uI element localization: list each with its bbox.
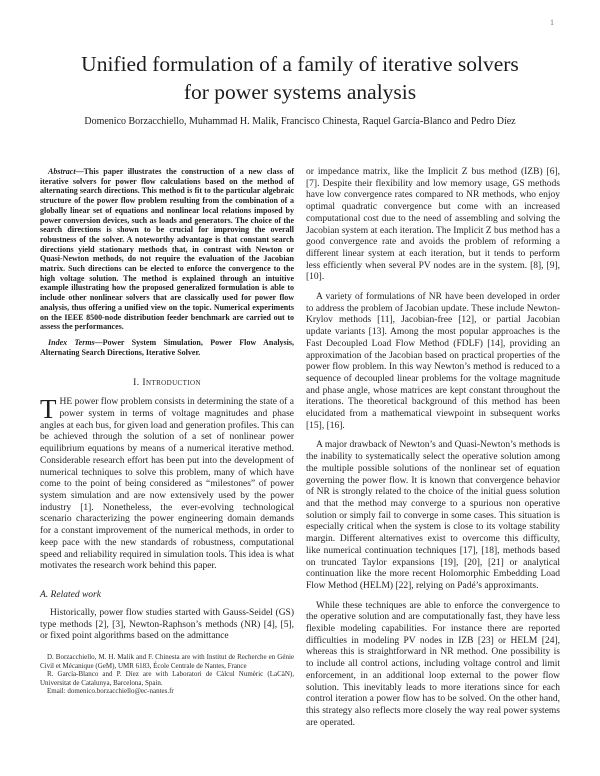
paragraph: While these techniques are able to enforce the convergence to the operative solution and are computationally fast, they have less flexible modeling capabilities. For instance there are reported difficulties in modeling PV nodes in IZB [23] or HELM [24], whereas this is straightforward in NR method. One possibility is to include all control actions, including voltage control and limit enforcement, in an additional loop external to the power flow solution. This inevitably leads to more iterations since for each control iteration a power flow has to be solved. On the other hand, this strategy also reflects more closely the way real power systems are operated. xyxy=(306,600,560,728)
index-terms xyxy=(40,338,294,357)
paper-header xyxy=(0,50,600,128)
abstract xyxy=(40,167,294,332)
section-heading-introduction: I. Introduction xyxy=(133,377,201,389)
index-terms-label: Index Terms xyxy=(48,337,95,347)
authors-line: Domenico Borzacchiello, Muhammad H. Malik, Francisco Chinesta, Raquel García-Blanco and Pedro Díez xyxy=(84,116,516,127)
right-column xyxy=(306,167,560,729)
intro-paragraph-text: HE power flow problem consists in determining the state of a power system in terms of voltage magnitudes and phase angles at each bus, for given load and generation profiles. This can be achieved through the solution of a set of nonlinear power equilibrium equations by means of a numerical iterative method. Considerable research effort has been put into the development of numerical techniques to solve this problem, many of which have come to the point of being considered as “milestones” of power system simulation and are now extensively used by the power industry [1]. Nonetheless, the ever-evolving technological scenario characterizing the power engineering domain demands for a constant improvement of the numerical methods, in order to keep pace with the new standards of robustness, computational speed and reliability required in simulation tools. This idea is what motivates the research work behind this paper. xyxy=(40,397,294,572)
paragraph: or impedance matrix, like the Implicit Z bus method (IZB) [6], [7]. Despite their flexibility and low memory usage, GS methods have low convergence rates compared to NR methods, who enjoy optimal quadratic convergence but come with an increased computational cost due to the need of assembling and solving the Jacobian system at each iteration. The Implicit Z bus method has a good convergence rate and avoids the problem of reforming a different linear system at each iteration, but it tends to perform less efficiently when several PV nodes are in the system. [8], [9], [10]. xyxy=(306,167,560,283)
abstract-label: Abstract xyxy=(48,167,76,176)
two-column-body xyxy=(40,167,560,729)
left-column xyxy=(40,167,294,729)
paragraph: A variety of formulations of NR have been developed in order to address the problem of Jacobian update. These include Newton-Krylov methods [11], Jacobian-free [12], or partial Jacobian update variants [13]. Among the most popular approaches is the Fast Decoupled Load Flow Method (FDLF) [14], providing an approximation of the Jacobian based on practical properties of the power flow problem. In this way Newton’s method is reduced to a sequence of decoupled linear problems for the voltage magnitude and phase angle, whose matrices are kept constant throughout the iterations. The theoretical background of this method has been elucidated from a mathematical viewpoint in subsequent works [15], [16]. xyxy=(306,292,560,431)
paper-title xyxy=(0,50,600,106)
intro-paragraph xyxy=(40,394,294,573)
subsection-heading-related-work: A. Related work xyxy=(40,589,101,600)
related-work-paragraph: Historically, power flow studies started with Gauss-Seidel (GS) type methods [2], [3], Newton-Raphson’s methods (NR) [4], [5], or fixed point algorithms based on the admittance xyxy=(40,607,294,642)
paragraph: A major drawback of Newton’s and Quasi-Newton’s methods is the inability to systematically select the operative solution among the multiple possible solutions of the nonlinear set of equation governing the power flow. It is known that convergence behavior of NR is strongly related to the choice of the initial guess solution and that the method may converge to a spurious non operative solution or simply fail to converge in some cases. This situation is especially critical when the system is close to its voltage stability margin. Different alternatives exist to overcome this difficulty, like numerical continuation techniques [17], [18], methods based on truncated Taylor expansions [19], [20], [21] or analytical continuation like the more recent Holomorphic Embedding Load Flow Method (HELM) [22], relying on Padé’s approximants. xyxy=(306,440,560,591)
footnote-affiliation-1: D. Borzacchiello, M. H. Malik and F. Chinesta are with Institut de Recherche en Génie Civil et Mécanique (GeM), UMR 6183, École Centrale de Nantes, France xyxy=(40,653,294,670)
abstract-text: —This paper illustrates the construction of a new class of iterative solvers for power flow calculations based on the method of alternating search directions. This method is fit to the particular algebraic structure of the power flow problem resulting from the combination of a globally linear set of equations and nonlinear local relations imposed by power conversion devices, such as loads and generators. The choice of the search directions is shown to be crucial for improving the overall robustness of the solver. A noteworthy advantage is that constant search directions yield stationary methods that, in contrast with Newton or Quasi-Newton methods, do not require the evaluation of the Jacobian matrix. Such directions can be elected to enforce the convergence to the high voltage solution. The method is explained through an intuitive example illustrating how the proposed generalized formulation is able to include other nonlinear solvers that are classically used for power flow analysis, thus offering a unified view on the topic. Numerical experiments on the IEEE 8500-node distribution feeder benchmark are carried out to assess the performances. xyxy=(40,167,294,332)
index-terms-text: —Power System Simulation, Power Flow Analysis, Alternating Search Directions, Iterative Solver. xyxy=(40,337,295,357)
author-footnote xyxy=(40,653,294,696)
dropcap-letter: T xyxy=(40,394,57,425)
title-line-1: Unified formulation of a family of iterative solvers xyxy=(81,52,519,76)
page-number: 1 xyxy=(550,18,554,27)
footnote-email: Email: domenico.borzacchiello@ec-nantes.fr xyxy=(47,687,174,696)
title-line-2: for power systems analysis xyxy=(183,80,417,104)
footnote-affiliation-2: R. García-Blanco and P. Díez are with Laboratori de Càlcul Numèric (LaCàN), Universitat de Catalunya, Barcelona, Spain. xyxy=(40,670,294,687)
